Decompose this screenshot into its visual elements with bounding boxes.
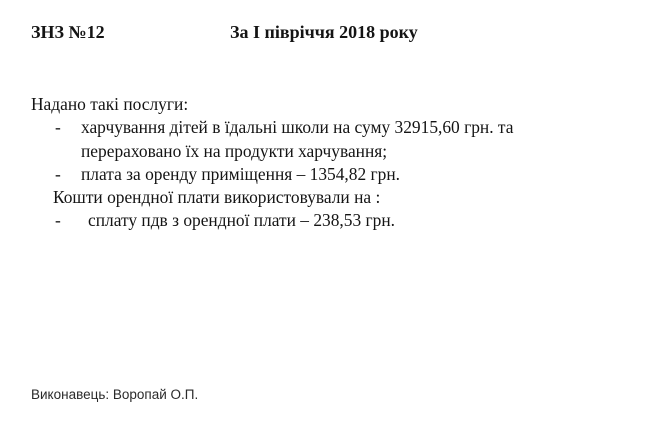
service-item-catering [31,116,631,163]
list-bullet: - [55,117,61,138]
list-bullet: - [55,210,61,231]
service-item-rent [31,163,631,186]
executor-signature-line: Виконавець: Воропай О.П. [31,387,199,402]
institution-name: ЗНЗ №12 [31,22,105,42]
rent-use-text-line: сплату пдв з орендної плати – 238,53 грн. [88,210,395,231]
report-body [31,93,631,233]
list-bullet: - [55,163,61,184]
rent-funds-intro: Кошти орендної плати використовували на : [53,187,381,208]
service-text-line: харчування дітей в їдальні школи на суму 32915,60 грн. та [81,117,514,138]
report-period-title: За І півріччя 2018 року [230,22,418,42]
rent-use-item-vat [31,209,631,232]
service-text-line: плата за оренду приміщення – 1354,82 грн. [81,163,400,184]
services-intro: Надано такі послуги: [31,94,189,114]
service-text-line: перераховано їх на продукти харчування; [81,140,388,161]
